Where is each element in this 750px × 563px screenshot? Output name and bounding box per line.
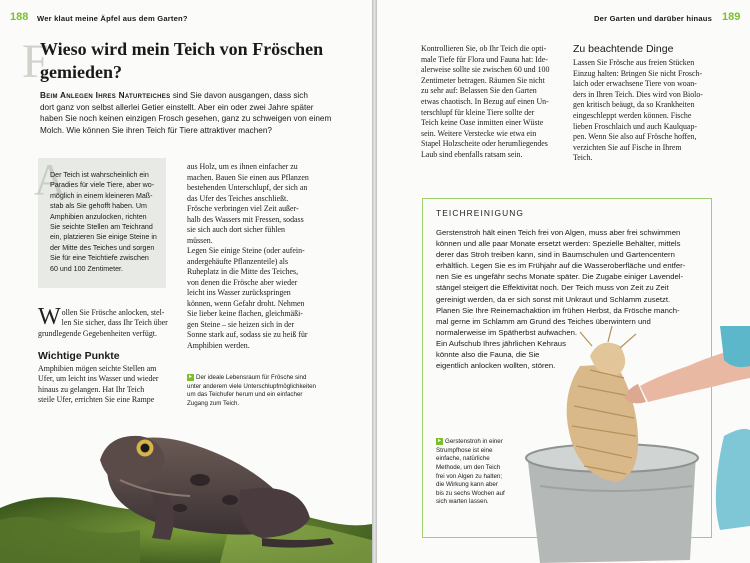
body-line: Kontrollieren Sie, ob Ihr Teich die opti- bbox=[421, 44, 547, 53]
box-line: Gerstenstroh hält einen Teich frei von Algen, muss aber frei schwimmen bbox=[436, 228, 681, 237]
body-line: machen. Bauen Sie einen aus Pflanzen bbox=[187, 172, 309, 182]
box-line: gereinigt werden, da er sich sonst mit Unkraut und Schlamm zusetzt. bbox=[436, 294, 671, 304]
right-column-2-text bbox=[573, 58, 713, 164]
body-line: leicht ins Wasser zurückspringen bbox=[187, 288, 291, 297]
answer-line: der Mitte des Teiches und sorgen bbox=[50, 243, 155, 252]
body-line: gen kritisch beäugt, da so Krankheiten bbox=[573, 100, 695, 110]
body-line: Laub sind ebenfalls ratsam sein. bbox=[421, 149, 523, 159]
box-line: mal gerne im Schlamm am Grund des Teiches überwintern und bbox=[436, 316, 651, 326]
caption-line: Zugang zum Teich. bbox=[187, 399, 240, 407]
intro-line: haben Sie noch keinen einzigen Frosch gesehen, ganz zu schweigen von einem bbox=[40, 114, 332, 124]
answer-decorative-initial: A bbox=[34, 155, 66, 204]
frog-caption bbox=[187, 374, 352, 409]
box-line: erhältlich. Legen Sie es im Frühjahr auf die Wasseroberfläche und entfer- bbox=[436, 261, 686, 271]
answer-line: Paradies für viele Tiere, aber wo- bbox=[50, 181, 155, 190]
answer-line: stab als Sie gehofft haben. Um bbox=[50, 202, 147, 211]
body-line: sein. Weitere Verstecke wie etwa ein bbox=[421, 128, 537, 138]
body-line: Ruheplatz in die Mitte des Teiches, bbox=[187, 267, 299, 276]
body-line: aus Holz, um es ihnen einfacher zu bbox=[187, 162, 298, 171]
title-line-2: gemieden? bbox=[40, 62, 122, 82]
box-title: TEICHREINIGUNG bbox=[436, 208, 524, 218]
caption-line: bis zu sechs Wochen auf bbox=[436, 489, 505, 497]
body-line: Lassen Sie Frösche aus freien Stücken bbox=[573, 58, 695, 67]
box-line: normalerweise im Spätherbst aufwachen. bbox=[436, 327, 578, 337]
caption-line: Der ideale Lebensraum für Frösche sind bbox=[196, 374, 307, 382]
body-line: alerweise sollte sie zwischen 60 und 100 bbox=[421, 65, 550, 75]
body-line: können, wenn Gefahr droht. Nehmen bbox=[187, 298, 305, 308]
body-line: müssen. bbox=[187, 235, 213, 245]
answer-line: möglich in einem kleineren Maß- bbox=[50, 191, 153, 200]
caption-line: unter anderem viele Unterschlupfmöglichkeiten bbox=[187, 382, 316, 390]
heading-zu-beachtende-dinge: Zu beachtende Dinge bbox=[573, 43, 674, 55]
intro-line: Molch. Wie können Sie ihren Teich für Tiere attraktiver machen? bbox=[40, 125, 272, 135]
body-line: laich oder erwachsene Tiere von woan- bbox=[573, 79, 697, 89]
caption-line: um das Teichufer herum und ein einfacher bbox=[187, 391, 303, 399]
straw-caption bbox=[436, 438, 532, 507]
box-line: derer das Stroh treiben kann, sind in Baumschulen und Gartencentern bbox=[436, 250, 675, 260]
box-line: stängel steigert die Effektivität noch. Der Teich muss von Zeit zu Zeit bbox=[436, 283, 669, 293]
title-line-1: Wieso wird mein Teich von Fröschen bbox=[40, 39, 324, 59]
answer-line: Sie seichte Stellen am Teichrand bbox=[50, 223, 153, 232]
wollen-line: len Sie sicher, dass Ihr Teich über bbox=[61, 318, 168, 328]
body-line: gen Steine – sie heizen sich in der bbox=[187, 319, 295, 329]
caption-line: Gerstenstroh in einer bbox=[445, 438, 503, 446]
body-line: verzichten Sie auf Fische in Ihrem bbox=[573, 142, 682, 152]
caption-arrow-icon: ▸ bbox=[437, 438, 441, 444]
body-line: Amphibien werden. bbox=[187, 340, 250, 350]
answer-line: ein, platzieren Sie einige Steine in bbox=[50, 233, 157, 242]
body-line: steile Ufer, errichten Sie eine Rampe bbox=[38, 395, 155, 405]
body-line: male Tiefe für Flora und Fauna hat: Ide- bbox=[421, 54, 548, 64]
body-line: Teich keine Oase inmitten einer Wüste bbox=[421, 118, 544, 128]
body-line: hinaus zu gelangen. Hat Ihr Teich bbox=[38, 384, 145, 394]
body-line: Sie lieber keine flachen, gleichmäßi- bbox=[187, 309, 303, 318]
intro-paragraph bbox=[40, 90, 362, 136]
intro-line: dort ganz von selbst allerlei Getier einstellt. Aber ein oder zwei Jahre später bbox=[40, 102, 314, 112]
caption-line: frei von Algen zu halten; bbox=[436, 472, 503, 480]
wollen-line: grundlegende Gegebenheiten verfügt. bbox=[38, 328, 157, 338]
caption-line: die Wirkung kann aber bbox=[436, 481, 498, 489]
caption-line: Methode, um den Teich bbox=[436, 463, 501, 471]
right-column-1-text bbox=[421, 44, 561, 161]
box-line: Planen Sie Ihre Reinemachaktion im frühen Herbst, da Frösche manch- bbox=[436, 305, 680, 315]
body-line: bestehenden Unterschlupf, der sich an bbox=[187, 183, 308, 192]
body-line: Teich. bbox=[573, 153, 593, 163]
body-line: Stapel Holzscheite oder herumliegendes bbox=[421, 139, 548, 149]
body-line: pen. Wenn Sie also auf Frösche hoffen, bbox=[573, 132, 697, 142]
body-line: Amphibien mögen seichte Stellen am bbox=[38, 364, 157, 373]
caption-line: sich warten lassen. bbox=[436, 498, 489, 506]
page-title bbox=[40, 38, 360, 84]
body-line: Frösche verbringen viel Zeit außer- bbox=[187, 204, 299, 213]
intro-smallcaps: Beim Anlegen Ihres Naturteiches bbox=[40, 91, 171, 100]
answer-line: Der Teich ist wahrscheinlich ein bbox=[50, 171, 149, 179]
page-number-left: 188 bbox=[10, 11, 29, 23]
box-text bbox=[436, 227, 706, 371]
page-number-right: 189 bbox=[722, 11, 741, 23]
body-line: andergehäufte Pflanzenteile) als bbox=[187, 256, 289, 266]
title-decorative-initial: F bbox=[22, 35, 49, 88]
caption-arrow-icon: ▸ bbox=[188, 374, 192, 380]
caption-line: einfache, natürliche bbox=[436, 455, 490, 463]
box-line: nen Sie es ungefähr sechs Monate später. Die Zugabe einiger Lavendel- bbox=[436, 272, 684, 282]
body-line: Einzug halten: Bringen Sie nicht Frosch- bbox=[573, 68, 703, 78]
wichtige-punkte-text bbox=[38, 364, 172, 406]
left-column-2-text bbox=[187, 162, 347, 351]
body-line: eingeschleppt werden können. Fische bbox=[573, 110, 692, 120]
running-head-left: Wer klaut meine Äpfel aus dem Garten? bbox=[37, 14, 188, 23]
body-line: halb des Wassers mit Fressen, sodass bbox=[187, 214, 304, 224]
box-line: Ein Aufschub Ihres jährlichen Kehraus bbox=[436, 338, 566, 348]
body-line: Ufer, um leicht ins Wasser und wieder bbox=[38, 374, 159, 384]
caption-line: Strumpfhose ist eine bbox=[436, 446, 493, 454]
body-line: ders in Ihren Teich. Dies wird von Biolo- bbox=[573, 89, 703, 99]
answer-line: Amphibien anzulocken, richten bbox=[50, 212, 147, 221]
answer-line: 60 und 100 Zentimeter. bbox=[50, 264, 123, 273]
body-line: sie sich auch dort sicher fühlen bbox=[187, 225, 285, 234]
body-line: zu sehr auf: Belassen Sie den Garten bbox=[421, 86, 537, 96]
body-line: terschlupf für kleine Tiere sollte der bbox=[421, 107, 535, 117]
box-line: können und alle paar Monate ersetzt werden: Spezielle Behälter, mittels bbox=[436, 239, 681, 249]
box-line: eigentlich anlocken wollten, stören. bbox=[436, 361, 556, 371]
wollen-paragraph bbox=[38, 304, 170, 339]
running-head-right: Der Garten und darüber hinaus bbox=[594, 14, 713, 23]
body-line: etwas chaotisch. In Bezug auf einen Un- bbox=[421, 96, 549, 106]
body-line: Zentimeter betragen. Räumen Sie nicht bbox=[421, 75, 545, 85]
wollen-initial: W bbox=[38, 304, 61, 330]
body-line: das Ufer des Teiches anschließt. bbox=[187, 193, 289, 203]
body-line: von denen die Frösche aber wieder bbox=[187, 277, 298, 287]
answer-text bbox=[50, 170, 162, 274]
body-line: lieben Froschlaich und auch Kaulquap- bbox=[573, 121, 698, 131]
box-line: könnte also die Fauna, die Sie bbox=[436, 350, 540, 360]
wollen-line: ollen Sie Frösche anlocken, stel- bbox=[61, 308, 165, 317]
intro-line: sind Sie davon ausgangen, dass sich bbox=[172, 91, 308, 100]
answer-line: Sie für eine Teichtiefe zwischen bbox=[50, 254, 149, 263]
frog-photo bbox=[0, 420, 372, 563]
body-line: Sonne stark auf, sodass sie zu heiß für bbox=[187, 330, 308, 339]
body-line: Legen Sie einige Steine (oder aufein- bbox=[187, 246, 305, 255]
heading-wichtige-punkte: Wichtige Punkte bbox=[38, 350, 120, 362]
